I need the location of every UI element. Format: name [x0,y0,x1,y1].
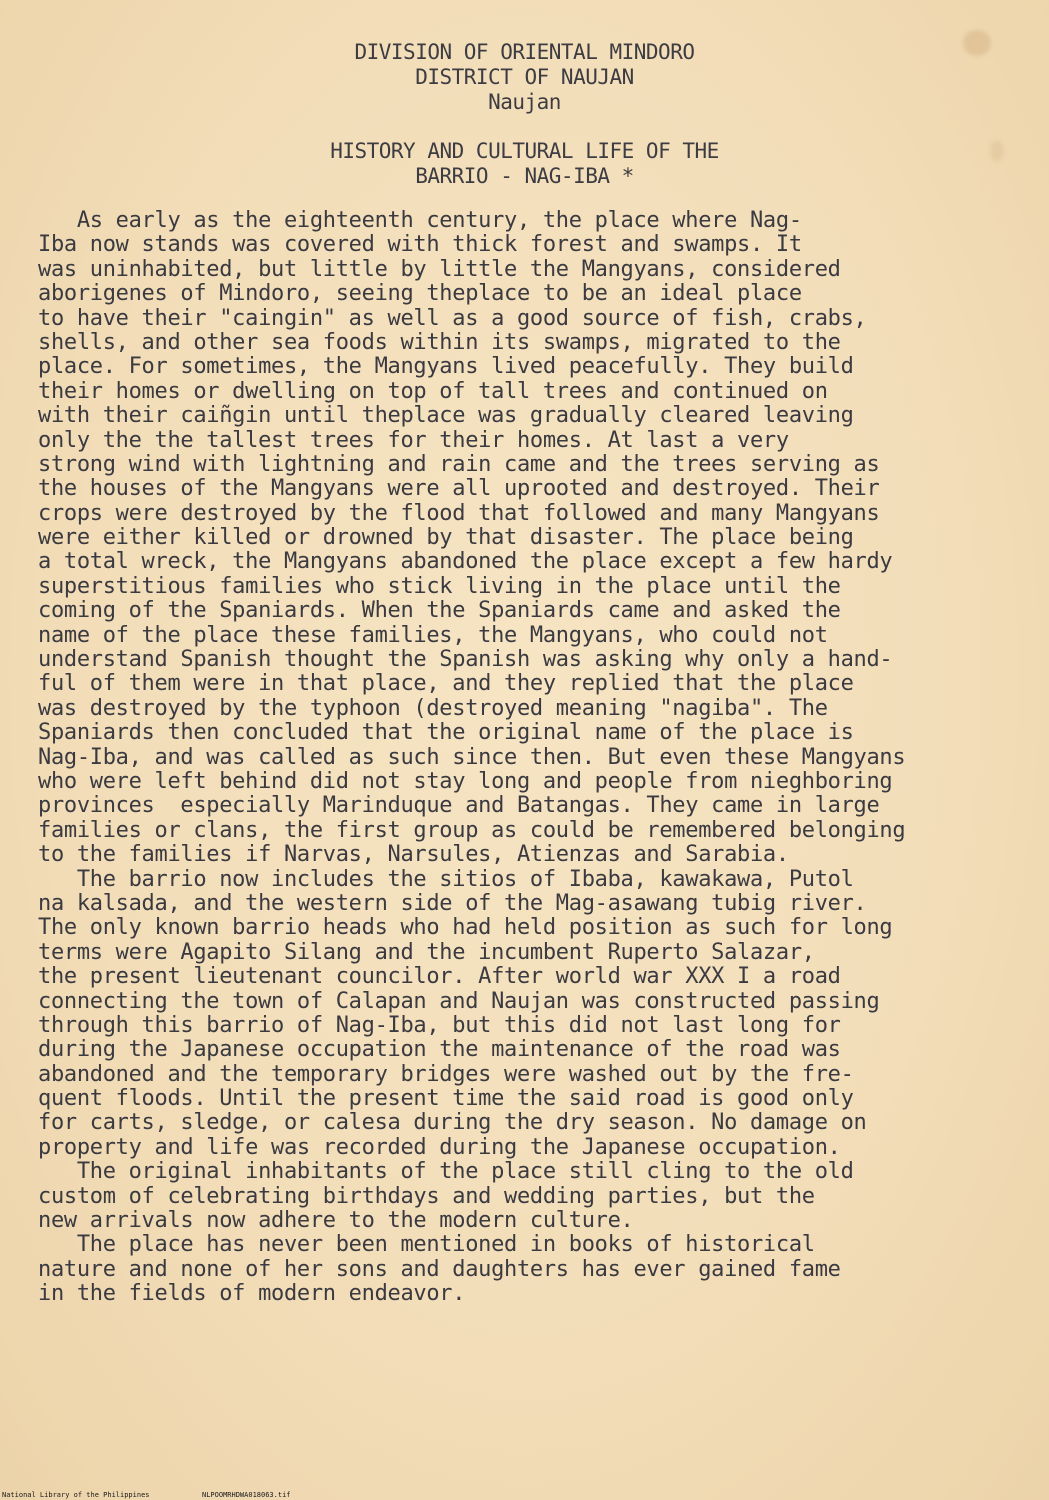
header-town: Naujan [488,90,561,114]
title-line-2: BARRIO - NAG-IBA * [415,164,634,188]
body-line: The original inhabitants of the place still cling to the old [38,1159,854,1185]
header-division: DIVISION OF ORIENTAL MINDORO [354,40,695,64]
body-line: connecting the town of Calapan and Naujan was constructed passing [38,988,880,1014]
body-line: a total wreck, the Mangyans abandoned the place except a few hardy [38,549,893,575]
body-line: to the families if Narvas, Narsules, Atienzas and Sarabia. [38,842,789,868]
body-line: during the Japanese occupation the maintenance of the road was [38,1037,841,1063]
body-line: who were left behind did not stay long and people from nieghboring [38,768,893,794]
footer-source: National Library of the Philippines [2,1491,150,1499]
body-line: custom of celebrating birthdays and wedding parties, but the [38,1183,815,1209]
body-line: provinces especially Marinduque and Batangas. They came in large [38,793,880,819]
body-line: name of the place these families, the Mangyans, who could not [38,622,828,648]
body-line: understand Spanish thought the Spanish was asking why only a hand- [38,647,893,673]
body-line: Spaniards then concluded that the original name of the place is [38,720,854,746]
body-line: was uninhabited, but little by little the Mangyans, considered [38,256,841,282]
body-line: The barrio now includes the sitios of Ibaba, kawakawa, Putol [38,866,854,892]
body-line: superstitious families who stick living in the place until the [38,573,841,599]
body-line: nature and none of her sons and daughters has ever gained fame [38,1256,841,1282]
document-title [0,139,1049,189]
body-line: The place has never been mentioned in books of historical [38,1232,815,1258]
title-line-1: HISTORY AND CULTURAL LIFE OF THE [330,139,719,163]
body-line: ful of them were in that place, and they replied that the place [38,671,854,697]
body-line: families or clans, the first group as could be remembered belonging [38,817,906,843]
body-line: quent floods. Until the present time the said road is good only [38,1086,854,1112]
body-line: Nag-Iba, and was called as such since then. But even these Mangyans [38,744,906,770]
body-line: Iba now stands was covered with thick forest and swamps. It [38,232,802,258]
body-line: shells, and other sea foods within its swamps, migrated to the [38,329,841,355]
body-line: strong wind with lightning and rain came and the trees serving as [38,451,880,477]
body-line: with their caiñgin until theplace was gradually cleared leaving [38,403,854,429]
document-header [0,40,1049,115]
body-line: new arrivals now adhere to the modern culture. [38,1208,634,1234]
body-line: property and life was recorded during the Japanese occupation. [38,1134,841,1160]
body-line: the present lieutenant councilor. After world war XXX I a road [38,964,841,990]
body-line: were either killed or drowned by that disaster. The place being [38,525,854,551]
body-line: crops were destroyed by the flood that followed and many Mangyans [38,500,880,526]
body-line: abandoned and the temporary bridges were washed out by the fre- [38,1061,854,1087]
body-line: coming of the Spaniards. When the Spaniards came and asked the [38,598,841,624]
body-line: through this barrio of Nag-Iba, but this did not last long for [38,1012,841,1038]
body-line: terms were Agapito Silang and the incumbent Ruperto Salazar, [38,939,815,965]
body-line: was destroyed by the typhoon (destroyed meaning "nagiba". The [38,695,828,721]
document-body [38,209,1028,1307]
body-line: na kalsada, and the western side of the Mag-asawang tubig river. [38,890,867,916]
body-line: their homes or dwelling on top of tall trees and continued on [38,378,828,404]
body-line: As early as the eighteenth century, the place where Nag- [38,208,802,233]
body-line: in the fields of modern endeavor. [38,1281,466,1307]
body-line: aborigenes of Mindoro, seeing theplace to be an ideal place [38,281,802,307]
body-line: only the the tallest trees for their homes. At last a very [38,427,789,453]
header-district: DISTRICT OF NAUJAN [415,65,634,89]
body-line: to have their "caingin" as well as a good source of fish, crabs, [38,305,867,331]
body-line: place. For sometimes, the Mangyans lived peacefully. They build [38,354,854,380]
body-line: for carts, sledge, or calesa during the dry season. No damage on [38,1110,867,1136]
body-line: the houses of the Mangyans were all uprooted and destroyed. Their [38,476,880,502]
footer-filename: NLPOOMRHDWA018063.tif [202,1491,291,1499]
body-line: The only known barrio heads who had held position as such for long [38,915,893,941]
